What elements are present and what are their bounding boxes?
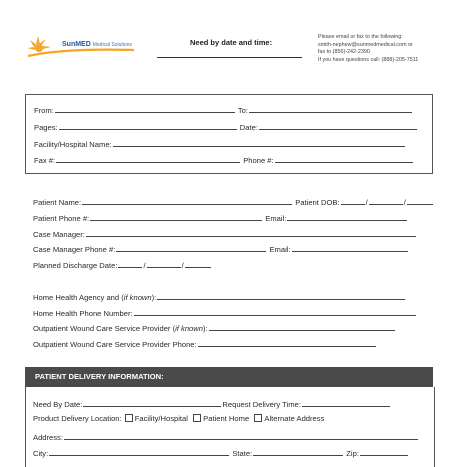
discharge-day-field[interactable] [147, 259, 181, 268]
case-manager-phone-field[interactable] [116, 243, 266, 252]
contact-line: Please email or fax to the following: [318, 34, 403, 40]
contact-line: fax to (856)-242-2390 [318, 49, 370, 56]
alternate-address-checkbox[interactable] [254, 414, 262, 422]
patient-home-option: Patient Home [203, 414, 250, 423]
state-label: State: [232, 449, 253, 458]
wound-care-phone-field[interactable] [198, 338, 376, 347]
wound-care-label-suffix: ): [202, 324, 208, 333]
patient-phone-label: Patient Phone #: [33, 214, 90, 223]
address-label: Address: [33, 433, 63, 442]
patient-dob-label: Patient DOB: [295, 198, 340, 207]
fax-label: Fax #: [34, 156, 56, 165]
case-manager-phone-label: Case Manager Phone #: [33, 245, 116, 254]
case-manager-field[interactable] [86, 228, 416, 237]
date-field[interactable] [259, 121, 417, 130]
pages-field[interactable] [59, 121, 237, 130]
home-health-label [33, 293, 156, 302]
patient-name-label: Patient Name: [33, 198, 82, 207]
logo-name: SunMED [62, 41, 91, 48]
case-manager-label: Case Manager: [33, 230, 85, 239]
from-row [34, 104, 413, 115]
city-state-zip-row [33, 447, 409, 458]
pages-row [34, 121, 418, 132]
city-field[interactable] [49, 447, 229, 456]
logo-tagline: Medical Solutions [92, 42, 132, 48]
pages-label: Pages: [34, 123, 58, 132]
discharge-label: Planned Discharge Date: [33, 261, 118, 270]
need-by-field[interactable] [157, 57, 302, 58]
zip-field[interactable] [360, 447, 408, 456]
logo-wordmark [62, 41, 132, 48]
patient-name-row: Patient Name: Patient DOB: / / [33, 196, 434, 207]
wound-care-label [33, 324, 208, 333]
fax-field[interactable] [56, 154, 240, 163]
patient-phone-row [33, 212, 408, 223]
to-label: To: [237, 106, 248, 115]
home-health-label-suffix: ): [151, 293, 157, 302]
dob-year-field[interactable] [407, 196, 433, 205]
delivery-date-row [33, 398, 391, 409]
contact-line: smith-nephew@sunmedmedical.com or [318, 41, 413, 48]
discharge-year-field[interactable] [185, 259, 211, 268]
discharge-row: Planned Discharge Date: / / [33, 259, 212, 270]
home-health-phone-label: Home Health Phone Number: [33, 309, 133, 318]
request-time-field[interactable] [302, 398, 390, 407]
dob-month-field[interactable] [341, 196, 365, 205]
zip-label: Zip: [346, 449, 359, 458]
case-manager-phone-row [33, 243, 409, 254]
date-label: Date: [239, 123, 258, 132]
wound-care-row [33, 322, 396, 333]
from-label: From: [34, 106, 54, 115]
need-by-date-label: Need By Date: [33, 400, 83, 409]
to-field[interactable] [249, 104, 412, 113]
patient-email-label: Email: [265, 214, 287, 223]
city-label: City: [33, 449, 49, 458]
address-row [33, 431, 419, 442]
phone-field[interactable] [275, 154, 413, 163]
delivery-section-header: PATIENT DELIVERY INFORMATION: [25, 367, 433, 387]
wound-care-phone-label: Outpatient Wound Care Service Provider Phone: [33, 340, 197, 349]
need-by-date-field[interactable] [83, 398, 221, 407]
home-health-phone-field[interactable] [134, 307, 416, 316]
discharge-month-field[interactable] [118, 259, 142, 268]
facility-row [34, 138, 406, 149]
wound-care-label-italic: if known [175, 324, 203, 333]
from-field[interactable] [55, 104, 235, 113]
dob-day-field[interactable] [369, 196, 403, 205]
address-field[interactable] [64, 431, 418, 440]
home-health-row [33, 291, 406, 302]
facility-hospital-option: Facility/Hospital [134, 414, 188, 423]
patient-name-field[interactable] [82, 196, 292, 205]
case-manager-row [33, 228, 417, 239]
patient-home-checkbox[interactable] [193, 414, 201, 422]
patient-phone-field[interactable] [90, 212, 262, 221]
delivery-location-row [33, 414, 324, 423]
wound-care-field[interactable] [209, 322, 395, 331]
facility-hospital-checkbox[interactable] [125, 414, 133, 422]
facility-field[interactable] [113, 138, 405, 147]
contact-info [318, 34, 418, 64]
fax-row [34, 154, 414, 165]
need-by-label: Need by date and time: [190, 38, 273, 47]
wound-care-phone-row [33, 338, 377, 349]
location-label: Product Delivery Location: [33, 414, 122, 423]
sun-icon [27, 36, 51, 52]
state-field[interactable] [253, 447, 343, 456]
alternate-address-option: Alternate Address [264, 414, 325, 423]
case-manager-email-label: Email: [269, 245, 291, 254]
home-health-label-text: Home Health Agency and ( [33, 293, 124, 302]
patient-email-field[interactable] [287, 212, 407, 221]
facility-label: Facility/Hospital Name: [34, 140, 112, 149]
logo-swoosh [28, 50, 134, 56]
wound-care-label-text: Outpatient Wound Care Service Provider ( [33, 324, 176, 333]
home-health-phone-row [33, 307, 417, 318]
phone-label: Phone #: [243, 156, 274, 165]
case-manager-email-field[interactable] [292, 243, 408, 252]
request-time-label: Request Delivery Time: [222, 400, 301, 409]
home-health-label-italic: if known [123, 293, 152, 302]
home-health-field[interactable] [157, 291, 405, 300]
contact-line: If you have questions call: (888)-205-7511 [318, 56, 419, 63]
